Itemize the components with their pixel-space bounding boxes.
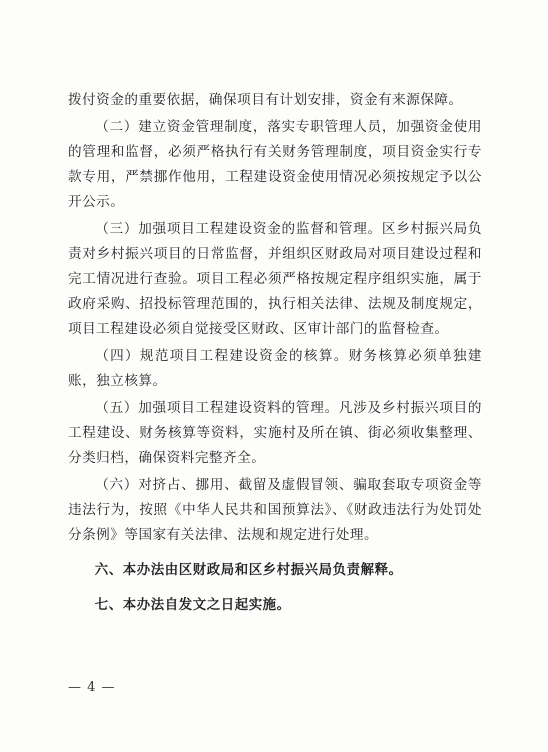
paragraph-management-system: （二）建立资金管理制度，落实专职管理人员，加强资金使用的管理和监督，必须严格执行有关财务管理制度，项目资金实行专款专用，严禁挪作他用，工程建设资金使用情况必须按规定予以公开公示。 xyxy=(68,119,482,210)
paragraph-accounting: （四）规范项目工程建设资金的核算。财务核算必须单独建账，独立核算。 xyxy=(68,348,482,389)
paragraph-violations: （六）对挤占、挪用、截留及虚假冒领、骗取套取专项资金等违法行为，按照《中华人民共和国预算法》、《财政违法行为处罚处分条例》等国家有关法律、法规和规定进行处理。 xyxy=(68,477,482,543)
page-number: — 4 — xyxy=(68,680,116,695)
paragraph-funding-basis: 拨付资金的重要依据，确保项目有计划安排，资金有来源保障。 xyxy=(68,92,463,108)
paragraph-supervision: （三）加强项目工程建设资金的监督和管理。区乡村振兴局负责对乡村振兴项目的日常监督，并组织区财政局对项目建设过程和完工情况进行查验。项目工程必须严格按规定程序组织实施，属于政府采购、招投标管理范围的，执行相关法律、法规及制度规定，项目工程建设必须自觉接受区财政、区审计部门的监督检查。 xyxy=(68,221,482,337)
heading-interpretation: 六、本办法由区财政局和区乡村振兴局负责解释。 xyxy=(94,563,403,578)
heading-effective-date: 七、本办法自发文之日起实施。 xyxy=(94,598,291,613)
paragraph-records: （五）加强项目工程建设资料的管理。凡涉及乡村振兴项目的工程建设、财务核算等资料，实施村及所在镇、街必须收集整理、分类归档，确保资料完整齐全。 xyxy=(68,400,482,466)
document-body xyxy=(68,88,482,620)
